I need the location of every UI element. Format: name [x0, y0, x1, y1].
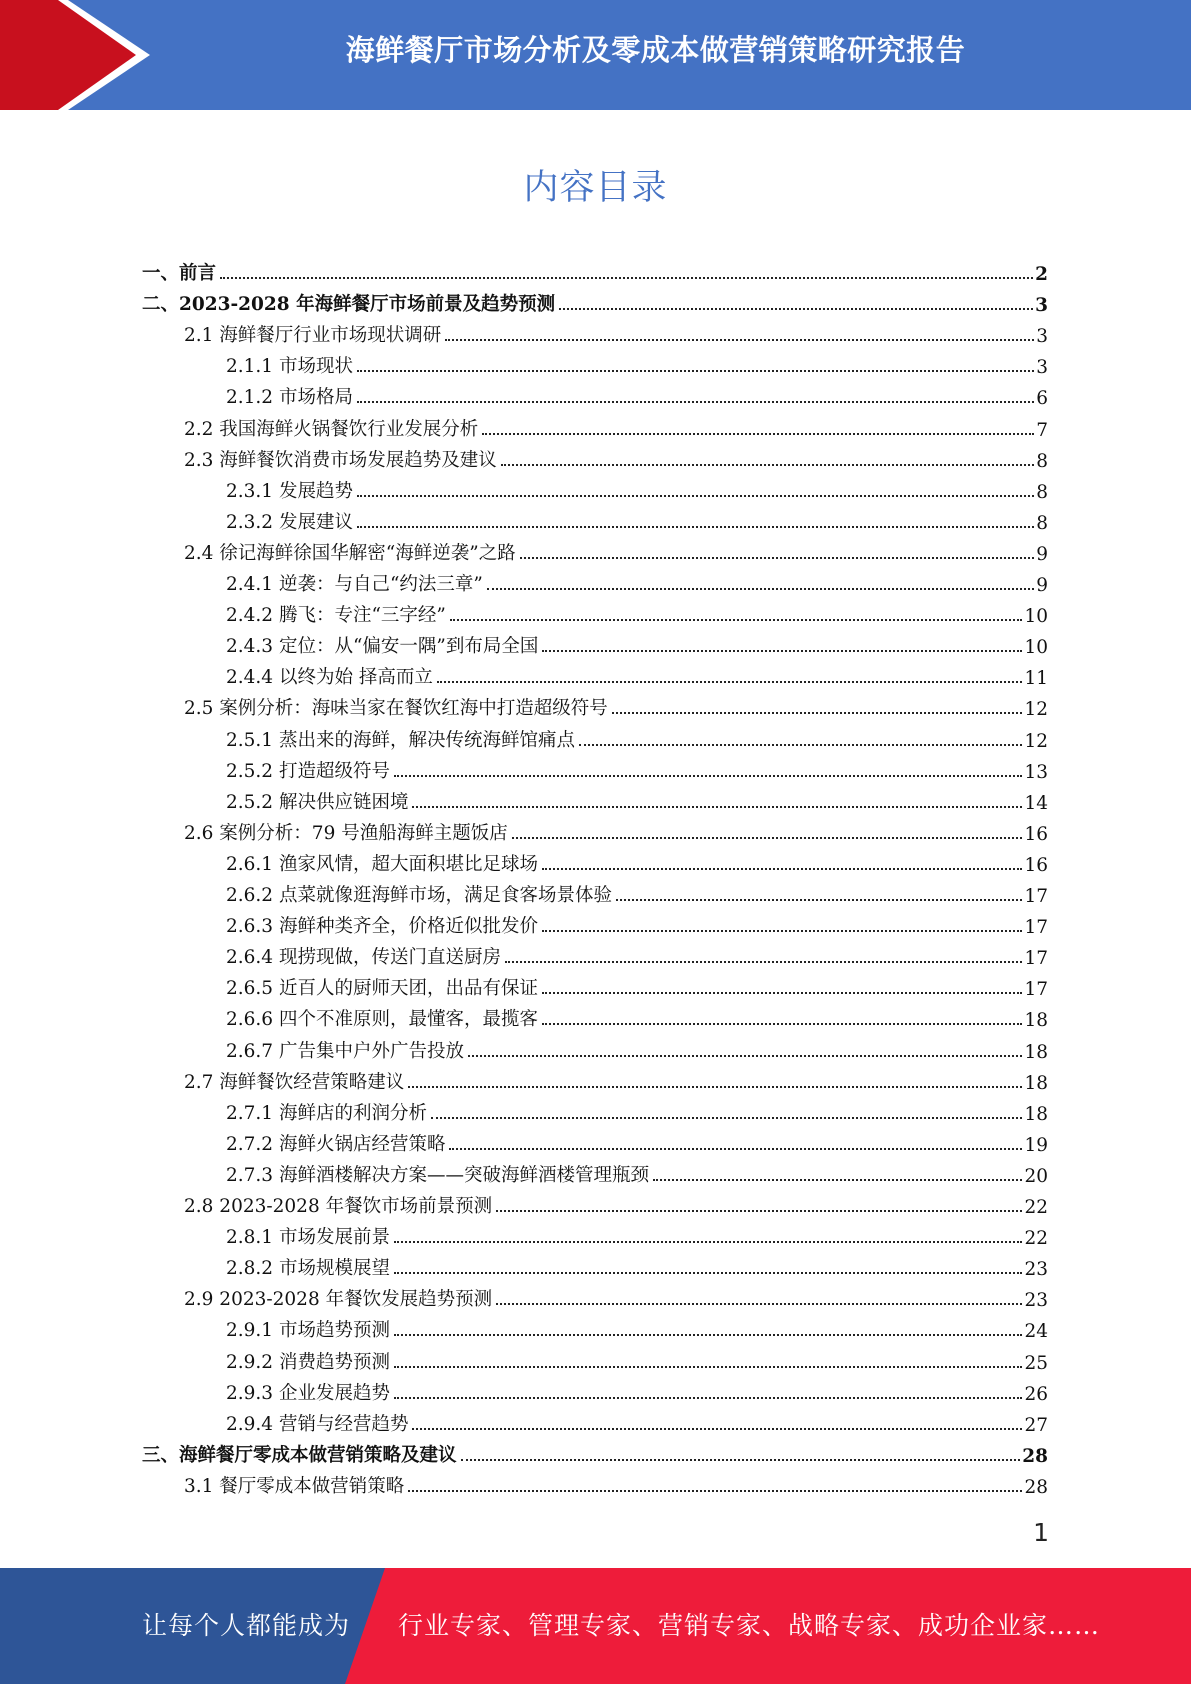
toc-dot-leader — [394, 1397, 1022, 1399]
toc-dot-leader — [520, 557, 1035, 559]
toc-entry-page: 6 — [1036, 388, 1048, 410]
toc-entry-page: 28 — [1022, 1445, 1048, 1467]
toc-entry-label: 2.4.1 逆袭：与自己“约法三章” — [226, 574, 483, 595]
toc-dot-leader — [542, 650, 1022, 652]
toc-entry-label: 2.6.2 点菜就像逛海鲜市场，满足食客场景体验 — [226, 885, 612, 906]
toc-title: 内容目录 — [523, 168, 668, 208]
toc-entry-page: 8 — [1036, 450, 1048, 472]
toc-entry-page: 8 — [1036, 512, 1048, 534]
toc-dot-leader — [357, 495, 1034, 497]
toc-dot-leader — [501, 464, 1034, 466]
toc-dot-leader — [542, 992, 1022, 994]
toc-entry-label: 三、海鲜餐厅零成本做营销策略及建议 — [142, 1444, 457, 1466]
toc-entry[interactable] — [226, 472, 1048, 503]
toc-entry-label: 2.6 案例分析：79 号渔船海鲜主题饭店 — [184, 822, 508, 844]
toc-entry-label: 2.6.5 近百人的厨师天团，出品有保证 — [226, 978, 538, 1000]
toc-dot-leader — [487, 588, 1034, 590]
toc-entry-label: 2.9.1 市场趋势预测 — [226, 1320, 390, 1342]
toc-entry-page: 17 — [1024, 979, 1048, 1001]
toc-entry-label: 2.1 海鲜餐厅行业市场现状调研 — [184, 325, 442, 347]
toc-entry[interactable] — [226, 969, 1048, 1000]
toc-entry-page: 12 — [1024, 699, 1048, 721]
toc-dot-leader — [408, 1086, 1022, 1088]
toc-dot-leader — [394, 1366, 1022, 1368]
toc-dot-leader — [461, 1459, 1021, 1461]
page-number: 1 — [1033, 1518, 1049, 1547]
toc-entry[interactable] — [226, 845, 1048, 876]
toc-entry[interactable] — [184, 1467, 1048, 1498]
toc-entry-page: 19 — [1024, 1134, 1048, 1156]
toc-entry-label: 2.1.2 市场格局 — [226, 387, 353, 409]
toc-dot-leader — [357, 526, 1034, 528]
toc-entry-label: 2.4.4 以终为始 择高而立 — [226, 667, 433, 689]
toc-dot-leader — [357, 370, 1034, 372]
toc-entry-page: 17 — [1024, 886, 1048, 907]
toc-entry[interactable] — [226, 752, 1048, 783]
toc-entry-page: 23 — [1024, 1259, 1048, 1281]
toc-entry-label: 2.6.7 广告集中户外广告投放 — [226, 1040, 464, 1062]
toc-entry-page: 18 — [1024, 1041, 1048, 1063]
toc-entry-page: 20 — [1024, 1165, 1048, 1187]
toc-dot-leader — [408, 1490, 1022, 1492]
toc-entry[interactable] — [184, 1063, 1048, 1094]
toc-entry-label: 2.4.2 腾飞：专注“三字经” — [226, 605, 446, 627]
toc-entry-label: 2.6.1 渔家风情，超大面积堪比足球场 — [226, 853, 538, 875]
toc-entry-label: 2.9.3 企业发展趋势 — [226, 1382, 390, 1404]
toc-entry[interactable] — [226, 876, 1048, 907]
toc-dot-leader — [412, 806, 1022, 808]
toc-dot-leader — [450, 619, 1023, 621]
toc-entry-page: 9 — [1036, 543, 1048, 565]
toc-dot-leader — [394, 1272, 1022, 1274]
toc-entry-label: 2.4 徐记海鲜徐国华解密“海鲜逆袭”之路 — [184, 542, 516, 564]
toc-entry-label: 2.8 2023-2028 年餐饮市场前景预测 — [184, 1196, 493, 1217]
toc-entry[interactable] — [226, 1374, 1048, 1405]
toc-dot-leader — [220, 277, 1033, 279]
toc-dot-leader — [512, 837, 1023, 839]
toc-dot-leader — [612, 712, 1023, 714]
toc-entry-page: 22 — [1024, 1228, 1048, 1250]
toc-entry-page: 27 — [1024, 1414, 1048, 1436]
toc-entry-label: 2.9.2 消费趋势预测 — [226, 1351, 390, 1373]
toc-dot-leader — [394, 1241, 1022, 1243]
toc-entry-label: 2.6.6 四个不准原则，最懂客，最揽客 — [226, 1009, 538, 1031]
toc-entry-label: 2.2 我国海鲜火锅餐饮行业发展分析 — [184, 418, 479, 440]
toc-entry-page: 16 — [1024, 854, 1048, 876]
toc-dot-leader — [445, 339, 1034, 341]
toc-entry[interactable] — [226, 627, 1048, 658]
toc-entry-page: 16 — [1024, 823, 1048, 845]
toc-entry-page: 22 — [1024, 1197, 1048, 1218]
toc-entry[interactable] — [184, 316, 1048, 347]
toc-entry-label: 2.5 案例分析：海味当家在餐饮红海中打造超级符号 — [184, 698, 608, 720]
toc-entry-page: 25 — [1024, 1352, 1048, 1374]
toc-entry-label: 2.6.4 现捞现做，传送门直送厨房 — [226, 947, 501, 969]
toc-entry-page: 18 — [1024, 1072, 1048, 1094]
toc-dot-leader — [542, 1023, 1022, 1025]
toc-entry-page: 24 — [1024, 1321, 1048, 1343]
toc-entry-page: 9 — [1036, 575, 1048, 596]
toc-entry[interactable] — [226, 596, 1048, 627]
toc-dot-leader — [579, 744, 1022, 746]
toc-entry-page: 3 — [1035, 295, 1048, 317]
toc-entry-label: 2.7 海鲜餐饮经营策略建议 — [184, 1071, 405, 1093]
toc-dot-leader — [431, 1117, 1022, 1119]
toc-entry-label: 2.5.2 打造超级符号 — [226, 760, 390, 782]
toc-entry-label: 2.9.4 营销与经营趋势 — [226, 1413, 409, 1435]
toc-entry[interactable] — [226, 1218, 1048, 1249]
toc-entry-label: 2.8.2 市场规模展望 — [226, 1258, 390, 1280]
toc-entry-label: 2.5.1 蒸出来的海鲜，解决传统海鲜馆痛点 — [226, 729, 575, 751]
toc-entry-page: 18 — [1024, 1103, 1048, 1125]
toc-dot-leader — [505, 961, 1022, 963]
toc-entry[interactable] — [142, 285, 1048, 316]
footer-slogan-right: 行业专家、管理专家、营销专家、战略专家、成功企业家…… — [398, 1611, 1101, 1640]
toc-entry[interactable] — [226, 658, 1048, 689]
toc-entry[interactable] — [226, 565, 1048, 596]
toc-dot-leader — [449, 1148, 1022, 1150]
header-banner — [0, 0, 1191, 110]
toc-entry[interactable] — [226, 1156, 1048, 1187]
toc-entry[interactable] — [226, 1311, 1048, 1342]
toc-dot-leader — [653, 1179, 1022, 1181]
toc-entry[interactable] — [226, 1343, 1048, 1374]
toc-entry-label: 2.1.1 市场现状 — [226, 356, 353, 378]
toc-entry[interactable] — [184, 689, 1048, 720]
footer-slogan-left: 让每个人都能成为 — [142, 1611, 351, 1640]
toc-entry-label: 2.3 海鲜餐饮消费市场发展趋势及建议 — [184, 449, 497, 471]
toc-entry-page: 13 — [1024, 761, 1048, 783]
toc-entry[interactable] — [226, 783, 1048, 814]
toc-entry-page: 17 — [1024, 948, 1048, 970]
toc-entry[interactable] — [184, 1280, 1048, 1311]
toc-entry[interactable] — [184, 814, 1048, 845]
toc-entry-label: 3.1 餐厅零成本做营销策略 — [184, 1475, 405, 1497]
toc-entry[interactable] — [142, 1436, 1048, 1467]
toc-entry-page: 23 — [1024, 1290, 1048, 1312]
toc-entry-page: 3 — [1036, 326, 1048, 348]
toc-entry[interactable] — [226, 1000, 1048, 1031]
toc-entry[interactable] — [184, 1187, 1048, 1218]
toc-entry[interactable] — [226, 347, 1048, 378]
toc-entry-page: 10 — [1024, 637, 1048, 659]
toc-entry[interactable] — [226, 1125, 1048, 1156]
toc-entry-label: 二、2023-2028 年海鲜餐厅市场前景及趋势预测 — [142, 294, 556, 316]
toc-dot-leader — [394, 1334, 1022, 1336]
toc-entry-page: 2 — [1035, 264, 1048, 285]
toc-dot-leader — [559, 308, 1033, 310]
toc-entry-page: 11 — [1024, 668, 1048, 690]
toc-dot-leader — [412, 1428, 1022, 1430]
toc-entry-page: 8 — [1036, 481, 1048, 503]
toc-entry[interactable] — [184, 534, 1048, 565]
toc-entry-label: 2.8.1 市场发展前景 — [226, 1227, 390, 1249]
header-arrow-graphic — [0, 0, 160, 110]
toc-entry[interactable] — [226, 721, 1048, 752]
toc-dot-leader — [468, 1055, 1022, 1057]
toc-dot-leader — [542, 930, 1022, 932]
toc-entry-page: 7 — [1036, 419, 1048, 441]
toc-entry-label: 2.3.1 发展趋势 — [226, 480, 353, 502]
footer-banner — [0, 1568, 1191, 1684]
toc-entry-label: 2.9 2023-2028 年餐饮发展趋势预测 — [184, 1289, 493, 1311]
toc-entry-label: 2.6.3 海鲜种类齐全，价格近似批发价 — [226, 916, 538, 938]
toc-dot-leader — [357, 401, 1034, 403]
toc-entry-label: 2.5.2 解决供应链困境 — [226, 791, 409, 813]
toc-entry[interactable] — [226, 503, 1048, 534]
toc-entry[interactable] — [226, 1405, 1048, 1436]
toc-entry[interactable] — [226, 1094, 1048, 1125]
toc-dot-leader — [482, 433, 1034, 435]
report-title: 海鲜餐厅市场分析及零成本做营销策略研究报告 — [345, 33, 966, 67]
toc-entry-page: 14 — [1024, 792, 1048, 814]
toc-entry[interactable] — [226, 1249, 1048, 1280]
toc-entry-page: 3 — [1036, 357, 1048, 379]
toc-entry-page: 28 — [1024, 1476, 1048, 1498]
toc-entry-page: 10 — [1024, 606, 1048, 628]
toc-entry[interactable] — [184, 410, 1048, 441]
toc-dot-leader — [496, 1303, 1022, 1305]
toc-entry-page: 12 — [1024, 730, 1048, 752]
toc-entry[interactable] — [226, 907, 1048, 938]
toc-entry[interactable] — [142, 254, 1048, 285]
toc-entry[interactable] — [226, 378, 1048, 409]
toc-entry[interactable] — [226, 1032, 1048, 1063]
toc-dot-leader — [616, 899, 1022, 901]
toc-dot-leader — [437, 681, 1023, 683]
toc-dot-leader — [394, 775, 1022, 777]
toc-entry-label: 2.4.3 定位：从“偏安一隅”到布局全国 — [226, 636, 539, 658]
toc-dot-leader — [542, 868, 1022, 870]
toc-entry-label: 一、前言 — [142, 263, 217, 284]
toc-entry-label: 2.3.2 发展建议 — [226, 511, 353, 533]
toc-entry-page: 17 — [1024, 917, 1048, 939]
toc-dot-leader — [496, 1210, 1022, 1212]
toc-entry-label: 2.7.3 海鲜酒楼解决方案——突破海鲜酒楼管理瓶颈 — [226, 1164, 649, 1186]
toc-entry[interactable] — [184, 441, 1048, 472]
toc-entry-page: 18 — [1024, 1010, 1048, 1032]
toc-entry-page: 26 — [1024, 1383, 1048, 1405]
toc-entry-label: 2.7.2 海鲜火锅店经营策略 — [226, 1133, 446, 1155]
toc-entry-label: 2.7.1 海鲜店的利润分析 — [226, 1102, 427, 1124]
toc-entry[interactable] — [226, 938, 1048, 969]
